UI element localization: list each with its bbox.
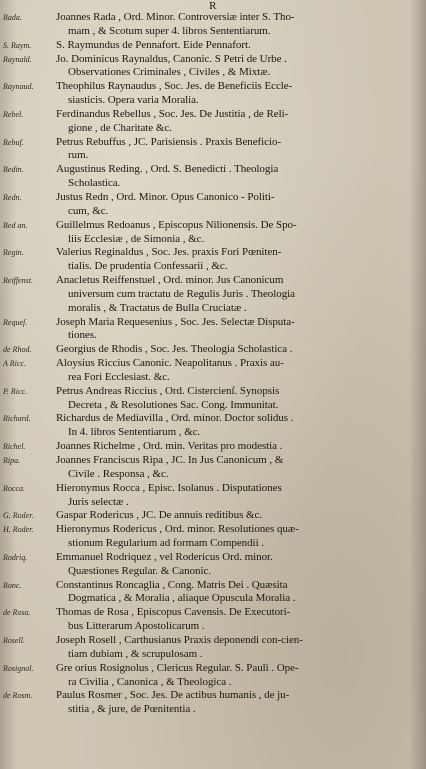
index-entry	[0, 551, 426, 579]
entry-line: Gre orius Rosignolus , Clericus Regular. S. Pauli . Ope-	[56, 661, 299, 674]
entry-text	[56, 482, 426, 510]
entry-text	[56, 343, 426, 357]
entry-text	[56, 634, 426, 662]
index-entry	[0, 662, 426, 690]
index-entry	[0, 440, 426, 454]
entry-line: Emmanuel Rodriquez , vel Rodericus Ord. minor.	[56, 550, 273, 563]
entry-text	[56, 191, 426, 219]
entry-text	[56, 136, 426, 164]
index-entry	[0, 246, 426, 274]
entry-text	[56, 440, 426, 454]
entry-abbreviation: H. Roder.	[3, 525, 34, 535]
entry-line: rum.	[68, 149, 89, 162]
index-entry	[0, 80, 426, 108]
entry-line: Joannes Richelme , Ord. min. Veritas pro modestia .	[56, 440, 283, 453]
entry-line: Ferdinandus Rebellus , Soc. Jes. De Justitia , de Reli-	[56, 107, 289, 120]
index-entry	[0, 385, 426, 413]
entry-line: tiones.	[68, 329, 97, 342]
entry-abbreviation: Requeſ.	[3, 317, 28, 327]
entry-text	[56, 53, 426, 81]
entry-line: rea Fori Ecclesiast. &c.	[68, 370, 170, 383]
entry-line: Jo. Dominicus Raynaldus, Canonic. S Petri de Urbe .	[56, 52, 287, 65]
entry-abbreviation: Ripa.	[3, 456, 21, 465]
entry-text	[56, 357, 426, 385]
index-entry	[0, 689, 426, 717]
entry-text	[56, 454, 426, 482]
entry-abbreviation: P. Ricc.	[3, 386, 28, 396]
entry-line: Observationes Criminales , Civiles , & Mixtæ.	[68, 66, 271, 79]
index-entry	[0, 454, 426, 482]
entry-line: Anacletus Reiffenstuel , Ord. minor. Jus Canonicum	[56, 274, 284, 287]
index-entry	[0, 606, 426, 634]
entry-line: Constantinus Roncaglia , Cong. Matris Dei . Quæsita	[56, 578, 288, 591]
entry-line: Theophilus Raynaudus , Soc. Jes. de Beneficiis Eccle-	[56, 80, 293, 93]
entry-text	[56, 662, 426, 690]
index-entry	[0, 357, 426, 385]
index-entry	[0, 274, 426, 316]
entry-line: tiam dubiam , & scrupulosam .	[68, 647, 203, 660]
index-entry	[0, 11, 426, 39]
entry-text	[56, 523, 426, 551]
index-entry	[0, 39, 426, 53]
entry-text	[56, 551, 426, 579]
entry-line: Guillelmus Redoanus , Episcopus Nilionensis. De Spo-	[56, 218, 297, 231]
entry-line: Georgius de Rhodis , Soc. Jes. Theologia Scholastica .	[56, 343, 293, 356]
entry-line: stionum Regularium ad formam Compendii .	[68, 537, 264, 550]
entry-line: Joannes Rada , Ord. Minor. Controversiæ inter S. Tho-	[56, 11, 295, 23]
entry-line: Joannes Franciscus Ripa , JC. In Jus Canonicum , &	[56, 454, 284, 466]
entry-text	[56, 11, 426, 39]
entry-line: Joseph Maria Requesenius , Soc. Jes. Selectæ Disputa-	[56, 315, 295, 328]
entry-line: Augustinus Reding. , Ord. S. Benedicti . Theologia	[56, 163, 279, 176]
entry-line: Civile . Responsa , &c.	[68, 467, 169, 480]
entry-abbreviation: Rosignol.	[3, 663, 34, 673]
entry-line: siasticis. Opera varia Moralia.	[68, 94, 199, 107]
entry-abbreviation: Red an.	[3, 220, 28, 230]
index-entry	[0, 509, 426, 523]
index-entry	[0, 136, 426, 164]
index-entry	[0, 579, 426, 607]
entry-text	[56, 412, 426, 440]
entry-line: S. Raymundus de Pennafort. Eide Pennafort.	[56, 38, 251, 51]
entry-line: Aloysius Riccius Canonic. Neapolitanus . Praxis au-	[56, 357, 284, 370]
entry-line: Petrus Rebuffus , JC. Parisiensis . Praxis Beneficio-	[56, 135, 282, 148]
entry-abbreviation: Rodriq.	[3, 552, 28, 562]
entry-abbreviation: Redin.	[3, 165, 24, 175]
entry-text	[56, 509, 426, 523]
entry-line: ra Civilia , Canonica , & Theologica .	[68, 675, 232, 688]
entry-line: bus Litterarum Apostolicarum .	[68, 620, 205, 633]
author-index	[0, 11, 426, 717]
entry-line: Hieronymus Rocca , Episc. Isolanus . Disputationes	[56, 481, 282, 494]
entry-line: Gaspar Rodericus , JC. De annuis reditibus &c.	[56, 509, 263, 522]
entry-line: Hieronymus Rodericus , Ord. minor. Resolutiones quæ-	[56, 523, 299, 536]
entry-abbreviation: Richard.	[3, 414, 31, 424]
index-entry	[0, 108, 426, 136]
entry-abbreviation: A Ricc.	[3, 359, 26, 369]
index-entry	[0, 482, 426, 510]
entry-abbreviation: G. Roder.	[3, 511, 34, 521]
entry-abbreviation: de Rhod.	[3, 345, 32, 355]
entry-line: Thomas de Rosa , Episcopus Cavensis. De Executori-	[56, 606, 291, 619]
entry-line: Paulus Rosmer , Soc. Jes. De actibus humanis , de ju-	[56, 689, 290, 702]
index-entry	[0, 219, 426, 247]
entry-abbreviation: Raynald.	[3, 54, 32, 64]
entry-line: gione , de Charitate &c.	[68, 121, 172, 134]
entry-text	[56, 108, 426, 136]
entry-abbreviation: Raynaud.	[3, 82, 34, 92]
entry-abbreviation: Rebuf.	[3, 137, 24, 147]
entry-text	[56, 385, 426, 413]
entry-text	[56, 689, 426, 717]
entry-line: stitia , & jure, de Pœnitentia .	[68, 703, 196, 716]
entry-abbreviation: Rada.	[3, 13, 22, 22]
entry-abbreviation: Rosell.	[3, 635, 25, 645]
entry-abbreviation: Richel.	[3, 442, 26, 452]
entry-line: Dogmatica , & Moralia , aliaque Opuscula Moralia .	[68, 592, 296, 605]
entry-text	[56, 163, 426, 191]
index-entry	[0, 53, 426, 81]
entry-line: liis Ecclesiæ , de Simonia , &c.	[68, 232, 205, 245]
entry-text	[56, 274, 426, 316]
index-entry	[0, 634, 426, 662]
entry-line: cum, &c.	[68, 204, 109, 217]
entry-abbreviation: Rebel.	[3, 109, 24, 119]
entry-line: mam , & Scotum super 4. libros Sententiarum.	[68, 24, 271, 37]
entry-abbreviation: de Rosa.	[3, 608, 31, 618]
entry-text	[56, 579, 426, 607]
entry-abbreviation: Ronc.	[3, 580, 22, 590]
index-entry	[0, 343, 426, 357]
entry-line: Valerius Reginaldus , Soc. Jes. praxis Fori Pœniten-	[56, 246, 282, 259]
entry-text	[56, 219, 426, 247]
entry-line: Quæstiones Regular. & Canonic.	[68, 564, 212, 577]
entry-line: Scholastica.	[68, 177, 121, 190]
entry-line: Petrus Andreas Riccius , Ord. Cistercienſ. Synopsis	[56, 384, 280, 397]
entry-line: Decreta , & Resolutiones Sac. Cong. Immunitat.	[68, 398, 279, 411]
signature-mark: R	[209, 0, 217, 12]
entry-line: Justus Redn , Ord. Minor. Opus Canonico - Politi-	[56, 190, 275, 203]
entry-line: In 4. libros Sententiarum , &c.	[68, 426, 201, 439]
entry-abbreviation: Reiffenst.	[3, 276, 33, 286]
entry-text	[56, 246, 426, 274]
entry-text	[56, 606, 426, 634]
entry-abbreviation: de Rosm.	[3, 691, 33, 701]
entry-abbreviation: Rocca.	[3, 483, 25, 493]
entry-line: Richardus de Mediavilla , Ord. minor. Doctor solidus .	[56, 412, 294, 425]
entry-text	[56, 80, 426, 108]
index-entry	[0, 523, 426, 551]
entry-text	[56, 39, 426, 53]
entry-line: tialis. De prudentia Confessarii , &c.	[68, 260, 228, 273]
entry-line: Juris selectæ .	[68, 495, 129, 508]
index-entry	[0, 191, 426, 219]
index-entry	[0, 316, 426, 344]
entry-abbreviation: S. Raym.	[3, 40, 32, 50]
entry-text	[56, 316, 426, 344]
entry-line: Joseph Rosell , Carthusianus Praxis deponendi con-cien-	[56, 633, 303, 646]
entry-abbreviation: Redn.	[3, 192, 22, 202]
entry-line: universum cum tractatu de Regulis Juris . Theologia	[68, 287, 295, 300]
entry-line: moralis , & Tractatus de Bulla Cruciatæ .	[68, 301, 247, 314]
index-entry	[0, 412, 426, 440]
entry-abbreviation: Regin.	[3, 248, 24, 258]
index-entry	[0, 163, 426, 191]
